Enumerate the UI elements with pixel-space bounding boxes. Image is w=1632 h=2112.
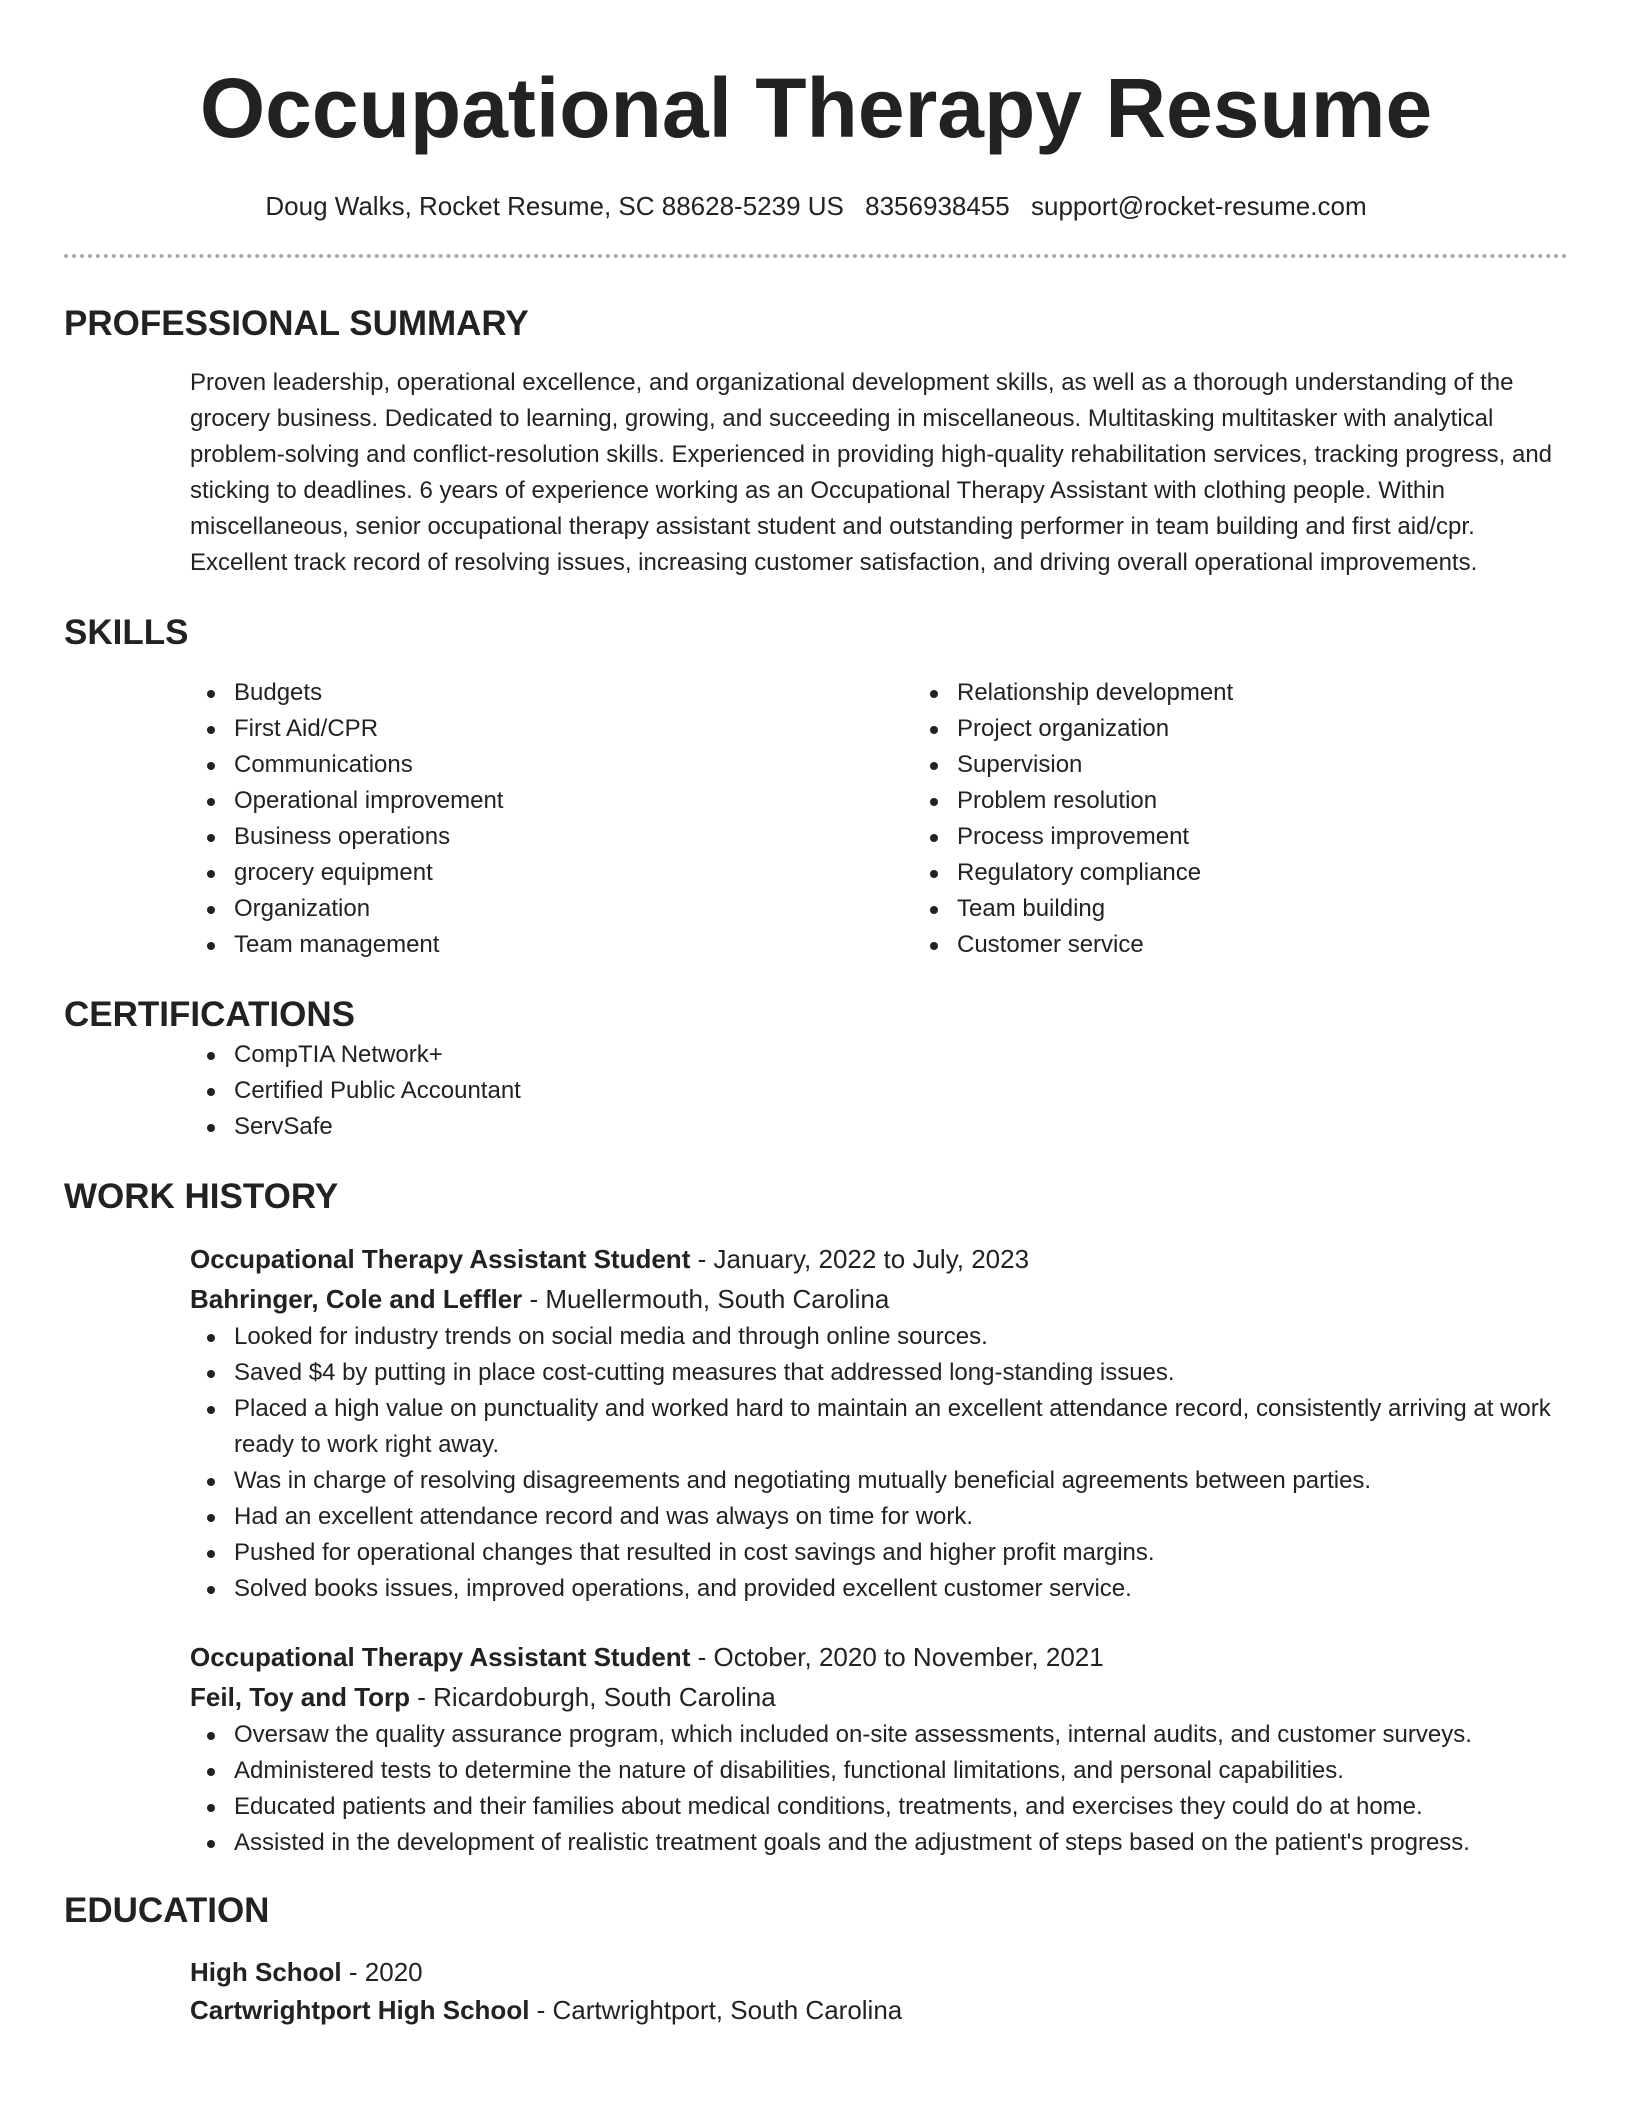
job-title-line bbox=[190, 1239, 1568, 1279]
job-company: Feil, Toy and Torp bbox=[190, 1682, 411, 1712]
header-divider bbox=[64, 254, 1568, 258]
skill-item: Relationship development bbox=[957, 675, 1632, 711]
summary-text: Proven leadership, operational excellence, and organizational development skills, as well as a thorough understanding of the grocery business. Dedicated to learning, growing, and succeeding in miscellaneous. Multitasking multitasker with analytical problem-solving and conflict-resolution skills. Experienced in providing high-quality rehabilitation services, tracking progress, and sticking to deadlines. 6 years of experience working as an Occupational Therapy Assistant with clothing people. Within miscellaneous, senior occupational therapy assistant student and outstanding performer in team building and first aid/cpr. Excellent track record of resolving issues, increasing customer satisfaction, and driving overall operational improvements. bbox=[190, 369, 1553, 576]
job-company-line bbox=[190, 1279, 1568, 1319]
certifications-body bbox=[64, 1037, 1568, 1145]
education-body bbox=[64, 1953, 1568, 2029]
certification-item: Certified Public Accountant bbox=[234, 1073, 1568, 1109]
skills-body bbox=[64, 675, 1568, 963]
skill-item: Communications bbox=[234, 747, 913, 783]
job-bullets bbox=[190, 1319, 1568, 1607]
job-bullet: Solved books issues, improved operations, and provided excellent customer service. bbox=[234, 1571, 1568, 1607]
job-bullet: Oversaw the quality assurance program, which included on-site assessments, internal audits, and customer surveys. bbox=[234, 1717, 1568, 1753]
job-company: Bahringer, Cole and Leffler bbox=[190, 1284, 523, 1314]
skills-grid bbox=[190, 675, 1568, 963]
job-company-line bbox=[190, 1677, 1568, 1717]
education-location: - Cartwrightport, South Carolina bbox=[529, 1995, 903, 2025]
certifications-section bbox=[64, 993, 1568, 1145]
skills-heading: SKILLS bbox=[64, 613, 189, 652]
work-history-body bbox=[64, 1239, 1568, 1861]
professional-summary-section bbox=[64, 302, 1568, 581]
job-title-line bbox=[190, 1637, 1568, 1677]
certification-item: ServSafe bbox=[234, 1109, 1568, 1145]
contact-phone: 8356938455 bbox=[865, 191, 1010, 221]
skill-item: Supervision bbox=[957, 747, 1632, 783]
skill-item: Project organization bbox=[957, 711, 1632, 747]
education-section bbox=[64, 1889, 1568, 2029]
job-bullet: Was in charge of resolving disagreements and negotiating mutually beneficial agreements between parties. bbox=[234, 1463, 1568, 1499]
education-school-line bbox=[190, 1991, 1568, 2029]
job-entry bbox=[190, 1637, 1568, 1861]
job-bullet: Had an excellent attendance record and was always on time for work. bbox=[234, 1499, 1568, 1535]
skills-section bbox=[64, 611, 1568, 963]
skill-item: Customer service bbox=[957, 927, 1632, 963]
job-title: Occupational Therapy Assistant Student bbox=[190, 1642, 691, 1672]
contact-email: support@rocket-resume.com bbox=[1030, 191, 1367, 221]
skill-item: Regulatory compliance bbox=[957, 855, 1632, 891]
job-bullet: Placed a high value on punctuality and worked hard to maintain an excellent attendance record, consistently arriving at work ready to work right away. bbox=[234, 1391, 1568, 1463]
skills-left-column bbox=[190, 675, 913, 963]
skill-item: grocery equipment bbox=[234, 855, 913, 891]
job-title: Occupational Therapy Assistant Student bbox=[190, 1244, 691, 1274]
job-location: - Ricardoburgh, South Carolina bbox=[410, 1682, 776, 1712]
certifications-heading: CERTIFICATIONS bbox=[64, 995, 356, 1034]
resume-title: Occupational Therapy Resume bbox=[199, 61, 1433, 155]
job-location: - Muellermouth, South Carolina bbox=[522, 1284, 890, 1314]
work-history-heading: WORK HISTORY bbox=[64, 1177, 339, 1216]
job-bullet: Saved $4 by putting in place cost-cutting measures that addressed long-standing issues. bbox=[234, 1355, 1568, 1391]
job-bullet: Administered tests to determine the nature of disabilities, functional limitations, and personal capabilities. bbox=[234, 1753, 1568, 1789]
skill-item: Problem resolution bbox=[957, 783, 1632, 819]
certification-item: CompTIA Network+ bbox=[234, 1037, 1568, 1073]
certifications-list bbox=[190, 1037, 1568, 1145]
skill-item: Budgets bbox=[234, 675, 913, 711]
contact-line bbox=[64, 188, 1568, 224]
education-degree: High School bbox=[190, 1957, 342, 1987]
skill-item: Operational improvement bbox=[234, 783, 913, 819]
education-heading: EDUCATION bbox=[64, 1891, 270, 1930]
job-entry bbox=[190, 1239, 1568, 1607]
job-dates: - January, 2022 to July, 2023 bbox=[690, 1244, 1030, 1274]
skill-item: Process improvement bbox=[957, 819, 1632, 855]
summary-body bbox=[64, 365, 1568, 581]
job-bullet: Looked for industry trends on social media and through online sources. bbox=[234, 1319, 1568, 1355]
job-bullet: Pushed for operational changes that resulted in cost savings and higher profit margins. bbox=[234, 1535, 1568, 1571]
skill-item: Business operations bbox=[234, 819, 913, 855]
contact-address: Doug Walks, Rocket Resume, SC 88628-5239 US bbox=[265, 191, 844, 221]
education-school: Cartwrightport High School bbox=[190, 1995, 530, 2025]
education-year: - 2020 bbox=[341, 1957, 423, 1987]
skill-item: First Aid/CPR bbox=[234, 711, 913, 747]
skill-item: Organization bbox=[234, 891, 913, 927]
work-history-section bbox=[64, 1175, 1568, 1861]
job-bullet: Assisted in the development of realistic treatment goals and the adjustment of steps based on the patient's progress. bbox=[234, 1825, 1568, 1861]
education-degree-line bbox=[190, 1953, 1568, 1991]
education-entry bbox=[190, 1953, 1568, 2029]
job-bullets bbox=[190, 1717, 1568, 1861]
job-bullet: Educated patients and their families about medical conditions, treatments, and exercises they could do at home. bbox=[234, 1789, 1568, 1825]
skill-item: Team management bbox=[234, 927, 913, 963]
job-dates: - October, 2020 to November, 2021 bbox=[690, 1642, 1104, 1672]
summary-heading: PROFESSIONAL SUMMARY bbox=[64, 304, 529, 343]
skill-item: Team building bbox=[957, 891, 1632, 927]
skills-right-column bbox=[913, 675, 1632, 963]
